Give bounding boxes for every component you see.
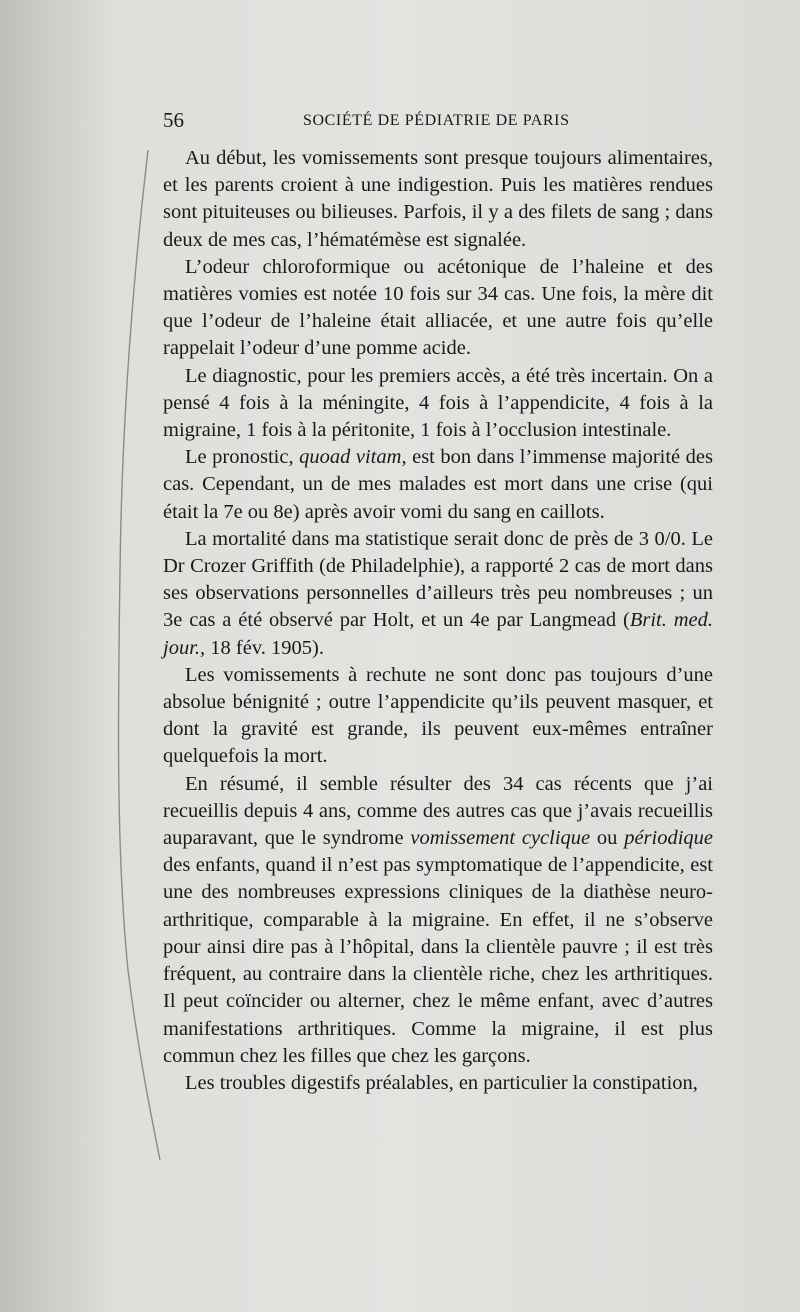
paragraph-text: L’odeur chloroformique ou acétonique de l’haleine et des matières vomies est notée 10 fois sur 34 cas. Une fois, la mère dit que l’odeur de l’haleine était alliacée, et une autre fois qu’elle rappelait l’odeur d’une pomme acide. [163,255,713,360]
page-number: 56 [163,108,184,132]
paragraph-1 [163,145,713,254]
page-header [163,108,573,138]
paragraph-text: Les troubles digestifs préalables, en particulier la constipation, [185,1071,698,1094]
paragraph-5 [163,526,713,662]
paragraph-2 [163,254,713,363]
paragraph-text-start: Le pronostic, [185,446,300,469]
paragraph-text-mid: ou [590,827,625,850]
italic-term: vomissement cyclique [410,827,591,850]
paragraph-6 [163,662,713,771]
paragraph-4 [163,444,713,526]
italic-term: périodique [624,827,714,850]
paragraph-text-start: La mortalité dans ma statistique serait donc de près de 3 0/0. Le Dr Crozer Griffith (de Philadelphie), a rapporté 2 cas de mort dans ses observations personnelles d’ailleurs très peu nombreuses ; un 3e cas a été observé par Holt, et un 4e par Langmead ( [163,527,713,632]
paragraph-text-end: , est bon dans l’immense majorité des cas. Cependant, un de mes malades est mort dans une crise (qui était la 7e ou 8e) après avoir vomi du sang en caillots. [163,446,713,523]
journal-citation: Brit. med. jour. [163,609,713,659]
paragraph-3 [163,363,713,445]
paragraph-text: Les vomissements à rechute ne sont donc pas toujours d’une absolue bénignité ; outre l’appendicite qu’ils peuvent masquer, et dont la gravité est grande, ils peuvent eux-mêmes entraîner quelquefois la mort. [163,663,713,768]
body-text [163,145,713,1097]
italic-phrase: quoad vitam [299,446,402,469]
paragraph-8 [163,1070,713,1097]
page-gutter-shadow [0,0,120,1312]
page-fold-line [104,150,164,1160]
paragraph-text-start: En résumé, il semble résulter des 34 cas récents que j’ai recueillis depuis 4 ans, comme des autres cas que j’avais recueillis auparavant, que le syndrome [163,772,713,850]
paragraph-text-end: , 18 fév. 1905). [200,636,324,659]
paragraph-text: Le diagnostic, pour les premiers accès, a été très incertain. On a pensé 4 fois à la méningite, 4 fois à l’appendicite, 4 fois à la migraine, 1 fois à la péritonite, 1 fois à l’occlusion intestinale. [163,364,713,442]
paragraph-7 [163,771,713,1070]
paragraph-text-end: des enfants, quand il n’est pas symptomatique de l’appendicite, est une des nombreuses expressions cliniques de la diathèse neuro-arthritique, comparable à la migraine. En effet, il ne s’observe pour ainsi dire pas à l’hôpital, dans la clientèle pauvre ; il est très fréquent, au contraire dans la clientèle riche, chez les arthritiques. Il peut coïncider ou alterner, chez le même enfant, avec d’autres manifestations arthritiques. Comme la migraine, il est plus commun chez les filles que chez les garçons. [163,854,713,1067]
running-title: SOCIÉTÉ DE PÉDIATRIE DE PARIS [303,112,570,129]
paragraph-text: Au début, les vomissements sont presque toujours alimentaires, et les parents croient à une indigestion. Puis les matières rendues sont pituiteuses ou bilieuses. Parfois, il y a des filets de sang ; dans deux de mes cas, l’hématémèse est signalée. [163,147,713,251]
